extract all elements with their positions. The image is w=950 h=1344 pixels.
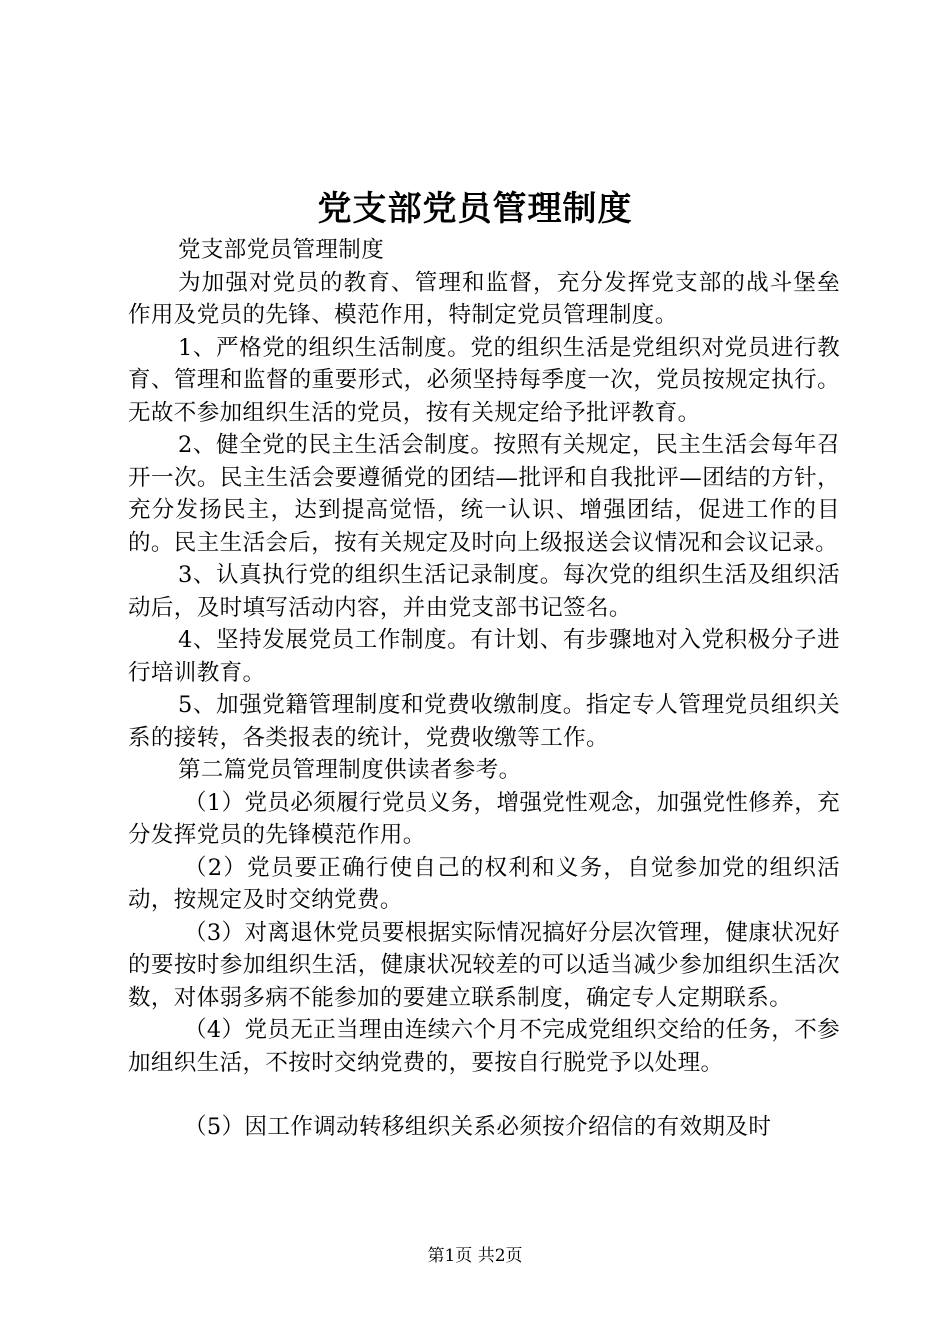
paragraph-rule-3: 3、认真执行党的组织生活记录制度。每次党的组织生活及组织活动后，及时填写活动内容，并由党支部书记签名。	[128, 562, 840, 621]
paragraph-rule-4: 4、坚持发展党员工作制度。有计划、有步骤地对入党积极分子进行培训教育。	[128, 627, 840, 686]
paragraph-subtitle: 党支部党员管理制度	[178, 237, 385, 263]
paragraph-item-4: （4）党员无正当理由连续六个月不完成党组织交给的任务，不参加组织生活，不按时交纳党费的，要按自行脱党予以处理。	[128, 1017, 840, 1076]
paragraph-item-3: （3）对离退休党员要根据实际情况搞好分层次管理，健康状况好的要按时参加组织生活，健康状况较差的可以适当减少参加组织生活次数，对体弱多病不能参加的要建立联系制度，确定专人定期联系。	[128, 919, 840, 1011]
paragraph-intro: 为加强对党员的教育、管理和监督，充分发挥党支部的战斗堡垒作用及党员的先锋、模范作用，特制定党员管理制度。	[128, 269, 840, 328]
paragraph-rule-2: 2、健全党的民主生活会制度。按照有关规定，民主生活会每年召开一次。民主生活会要遵循党的团结—批评和自我批评—团结的方针，充分发扬民主，达到提高觉悟，统一认识、增强团结，促进工作的目的。民主生活会后，按有关规定及时向上级报送会议情况和会议记录。	[128, 432, 840, 556]
paragraph-item-1: （1）党员必须履行党员义务，增强党性观念，加强党性修养，充分发挥党员的先锋模范作用。	[128, 789, 840, 848]
paragraph-section-2: 第二篇党员管理制度供读者参考。	[178, 757, 522, 783]
paragraph-rule-1: 1、严格党的组织生活制度。党的组织生活是党组织对党员进行教育、管理和监督的重要形式，必须坚持每季度一次，党员按规定执行。无故不参加组织生活的党员，按有关规定给予批评教育。	[128, 334, 840, 426]
page-footer: 第1页 共2页	[427, 1246, 523, 1266]
paragraph-item-2: （2）党员要正确行使自己的权利和义务，自觉参加党的组织活动，按规定及时交纳党费。	[128, 854, 840, 913]
document-body	[128, 234, 840, 1144]
document-title: 党支部党员管理制度	[317, 189, 633, 229]
paragraph-rule-5: 5、加强党籍管理制度和党费收缴制度。指定专人管理党员组织关系的接转，各类报表的统计，党费收缴等工作。	[128, 692, 840, 751]
paragraph-item-5: （5）因工作调动转移组织关系必须按介绍信的有效期及时	[184, 1114, 772, 1140]
